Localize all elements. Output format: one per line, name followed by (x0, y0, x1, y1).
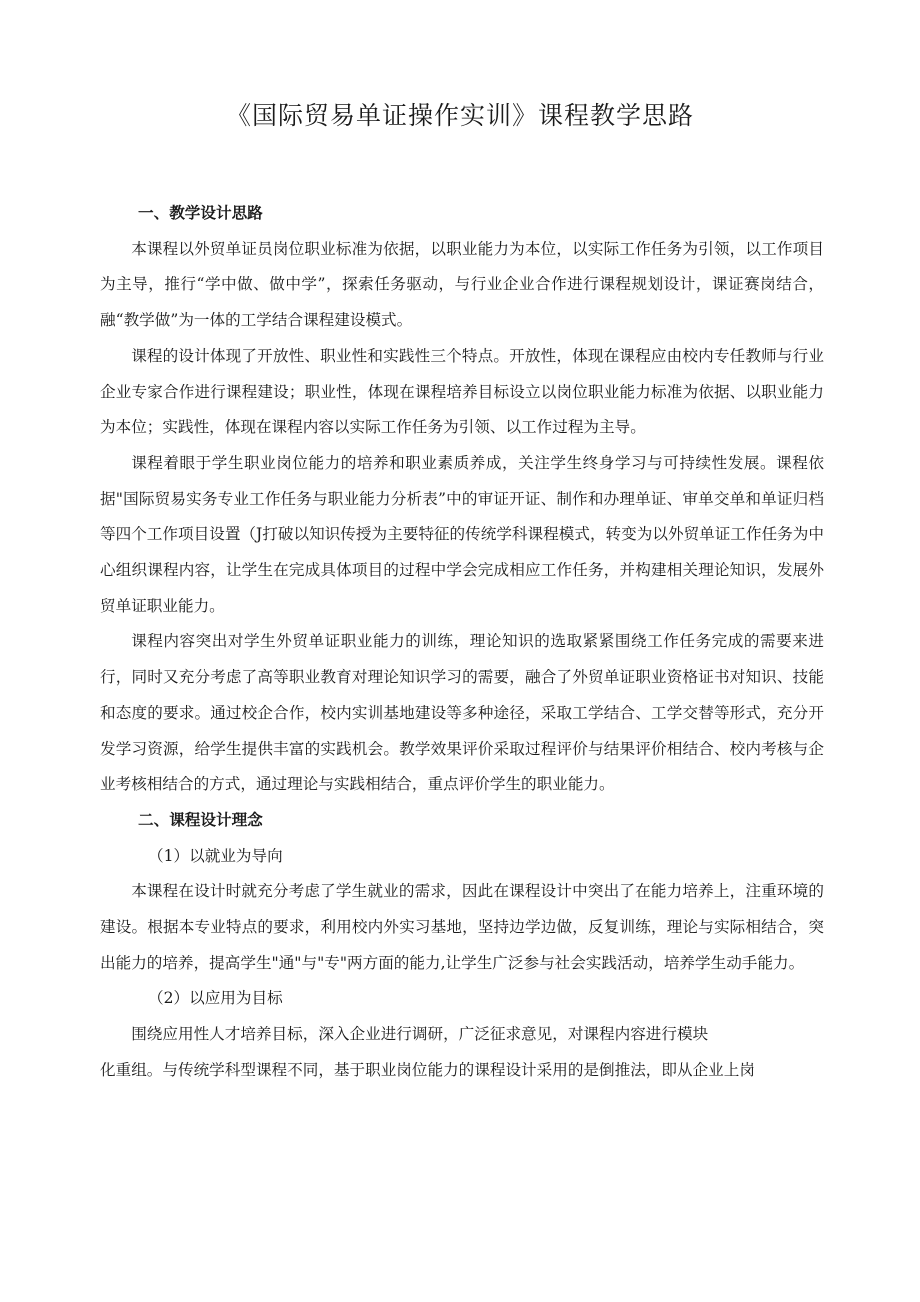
paragraph-line: 化重组。与传统学科型课程不同，基于职业岗位能力的课程设计采用的是倒推法，即从企业上岗 (100, 1060, 755, 1079)
document-title: 《国际贸易单证操作实训》课程教学思路 (225, 101, 694, 130)
paragraph: 课程内容突出对学生外贸单证职业能力的训练，理论知识的选取紧紧围绕工作任务完成的需要来进行，同时又充分考虑了高等职业教育对理论知识学习的需要，融合了外贸单证职业资格证书对知识、技能和态度的要求。通过校企合作，校内实训基地建设等多种途径，采取工学结合、工学交替等形式，充分开发学习资源，给学生提供丰富的实践机会。教学效果评价采取过程评价与结果评价相结合、校内考核与企业考核相结合的方式，通过理论与实践相结合，重点评价学生的职业能力。 (100, 632, 824, 794)
paragraph: 本课程以外贸单证员岗位职业标准为依据，以职业能力为本位，以实际工作任务为引领，以工作项目为主导，推行“学中做、做中学”，探索任务驱动，与行业企业合作进行课程规划设计，课证赛岗结合，融“教学做”为一体的工学结合课程建设模式。 (100, 239, 824, 330)
paragraph-line: 围绕应用性人才培养目标，深入企业进行调研，广泛征求意见，对课程内容进行模块 (131, 1025, 709, 1044)
subheading-employment-oriented: （1）以就业为导向 (148, 846, 283, 865)
section-heading-design-concept: 二、课程设计理念 (138, 810, 263, 829)
section-heading-teaching-design: 一、教学设计思路 (138, 204, 263, 222)
paragraph: 课程着眼于学生职业岗位能力的培养和职业素质养成，关注学生终身学习与可持续性发展。课程依据"国际贸易实务专业工作任务与职业能力分析表”中的审证开证、制作和办理单证、审单交单和单证归档等四个工作项目设置（J打破以知识传授为主要特征的传统学科课程模式，转变为以外贸单证工作任务为中心组织课程内容，让学生在完成具体项目的过程中学会完成相应工作任务，并构建相关理论知识，发展外贸单证职业能力。 (100, 453, 824, 615)
document-body (100, 196, 824, 1089)
paragraph: 本课程在设计时就充分考虑了学生就业的需求，因此在课程设计中突出了在能力培养上，注重环境的建设。根据本专业特点的要求，利用校内外实习基地，坚持边学边做，反复训练，理论与实际相结合，突出能力的培养，提高学生"通"与"专"两方面的能力,让学生广泛参与社会实践活动，培养学生动手能力。 (100, 882, 824, 972)
paragraph: 课程的设计体现了开放性、职业性和实践性三个特点。开放性，体现在课程应由校内专任教师与行业企业专家合作进行课程建设；职业性，体现在课程培养目标设立以岗位职业能力标准为依据、以职业能力为本位；实践性，体现在课程内容以实际工作任务为引领、以工作过程为主导。 (100, 346, 824, 437)
subheading-application-goal: （2）以应用为目标 (148, 989, 283, 1008)
